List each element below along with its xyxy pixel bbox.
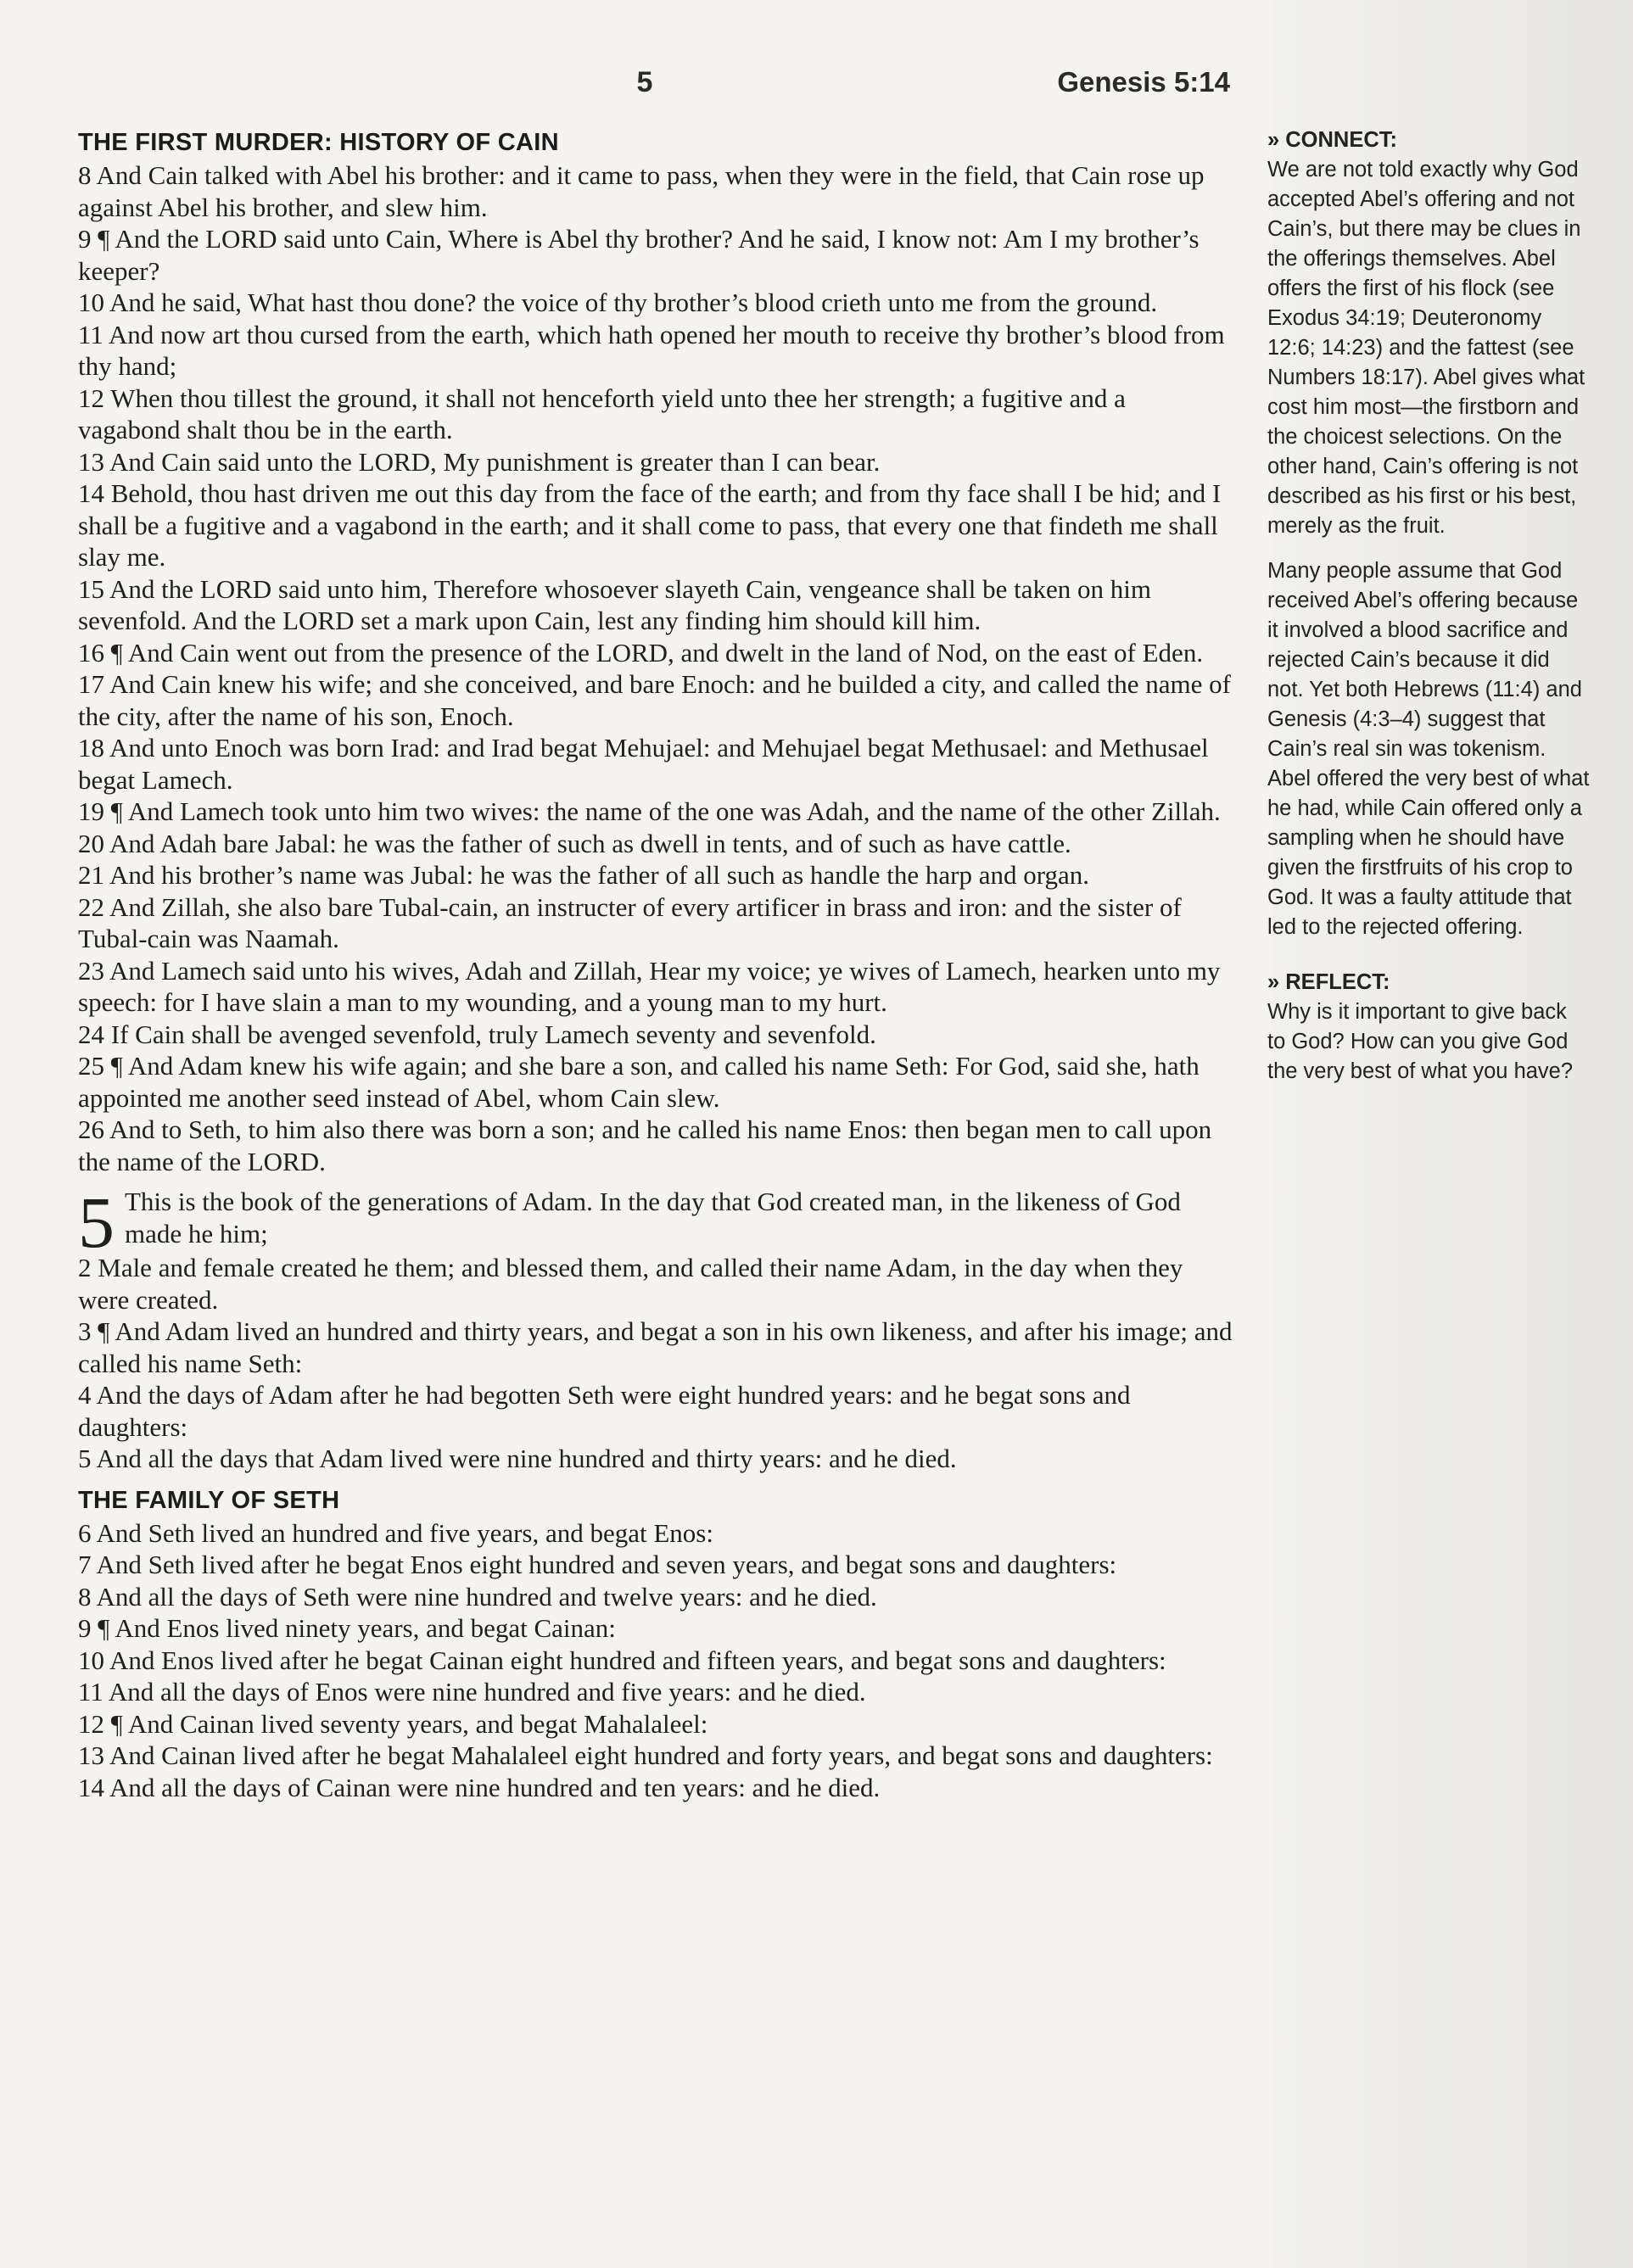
verse: 9 ¶ And Enos lived ninety years, and begat Cainan:	[78, 1613, 616, 1643]
verse: 21 And his brother’s name was Jubal: he was the father of all such as handle the harp and organ.	[78, 860, 1090, 890]
reflect-label: » REFLECT:	[1267, 970, 1390, 994]
verse: 23 And Lamech said unto his wives, Adah and Zillah, Hear my voice; ye wives of Lamech, hearken unto my speech: for I have slain a man to my wounding, and a young man to my hurt.	[78, 955, 1221, 1017]
verse: 14 Behold, thou hast driven me out this day from the face of the earth; and from thy face shall I be hid; and I shall be a fugitive and a vagabond in the earth; and it shall come to pass, that every one that findeth me shall slay me.	[78, 478, 1222, 572]
chapter-number: 5	[78, 1181, 115, 1263]
connect-paragraph: We are not told exactly why God accepted Abel’s offering and not Cain’s, but there may be clues in the offerings themselves. Abel offers the first of his flock (see Exodus 34:19; Deuteronomy 12:6; 14:23) and the fattest (see Numbers 18:17). Abel gives what cost him most—the firstborn and the choicest selections. On the other hand, Cain’s offering is not described as his first or his best, merely as the fruit.	[1267, 158, 1585, 538]
section-heading-cain: THE FIRST MURDER: HISTORY OF CAIN	[78, 129, 559, 156]
verse: 14 And all the days of Cainan were nine hundred and ten years: and he died.	[78, 1772, 881, 1802]
verse: 4 And the days of Adam after he had begotten Seth were eight hundred years: and he begat sons and daughters:	[78, 1380, 1131, 1442]
verse: 5 And all the days that Adam lived were nine hundred and thirty years: and he died.	[78, 1444, 957, 1473]
verse: 7 And Seth lived after he begat Enos eight hundred and seven years, and begat sons and daughters:	[78, 1550, 1117, 1579]
verse: 25 ¶ And Adam knew his wife again; and she bare a son, and called his name Seth: For God, said she, hath appointed me another seed instead of Abel, whom Cain slew.	[78, 1051, 1200, 1113]
scripture-column	[78, 126, 1234, 1803]
reflect-paragraph: Why is it important to give back to God? How can you give God the very best of what you have?	[1267, 1000, 1574, 1083]
verse: 24 If Cain shall be avenged sevenfold, truly Lamech seventy and sevenfold.	[78, 1019, 876, 1049]
chapter-opening-verse: This is the book of the generations of Adam. In the day that God created man, in the likeness of God made he him;	[125, 1187, 1181, 1249]
verse: 22 And Zillah, she also bare Tubal-cain, an instructer of every artificer in brass and iron: and the sister of Tubal-cain was Naamah.	[78, 891, 1182, 953]
verse: 10 And he said, What hast thou done? the voice of thy brother’s blood crieth unto me from the ground.	[78, 288, 1158, 317]
verse: 17 And Cain knew his wife; and she conceived, and bare Enoch: and he builded a city, and called the name of the city, after the name of his son, Enoch.	[78, 669, 1231, 731]
verse: 26 And to Seth, to him also there was born a son; and he called his name Enos: then began men to call upon the name of the LORD.	[78, 1114, 1212, 1176]
verse: 6 And Seth lived an hundred and five years, and begat Enos:	[78, 1517, 713, 1548]
verse: 8 And all the days of Seth were nine hundred and twelve years: and he died.	[78, 1581, 877, 1612]
verse: 9 ¶ And the LORD said unto Cain, Where is Abel thy brother? And he said, I know not: Am I my brother’s keeper?	[78, 224, 1200, 286]
verse: 12 When thou tillest the ground, it shall not henceforth yield unto thee her strength; a fugitive and a vagabond shalt thou be in the earth.	[78, 383, 1126, 444]
verse: 13 And Cainan lived after he begat Mahalaleel eight hundred and forty years, and begat sons and daughters:	[78, 1740, 1213, 1770]
page-number: 5	[636, 66, 653, 98]
connect-label: » CONNECT:	[1267, 128, 1398, 152]
verse: 13 And Cain said unto the LORD, My punishment is greater than I can bear.	[78, 446, 881, 477]
study-sidebar	[1267, 126, 1590, 1087]
chapter-5-opening	[78, 1181, 1234, 1263]
running-reference: Genesis 5:14	[1057, 66, 1230, 98]
verse: 11 And now art thou cursed from the earth, which hath opened her mouth to receive thy brother’s blood from thy hand;	[78, 319, 1225, 381]
verse: 16 ¶ And Cain went out from the presence of the LORD, and dwelt in the land of Nod, on the east of Eden.	[78, 637, 1204, 668]
verse: 2 Male and female created he them; and blessed them, and called their name Adam, in the day when they were created.	[78, 1253, 1183, 1315]
verse: 18 And unto Enoch was born Irad: and Irad begat Mehujael: and Mehujael begat Methusael: and Methusael begat Lamech.	[78, 733, 1209, 795]
verse: 10 And Enos lived after he begat Cainan eight hundred and fifteen years, and begat sons and daughters:	[78, 1645, 1166, 1675]
verse: 8 And Cain talked with Abel his brother: and it came to pass, when they were in the field, that Cain rose up against Abel his brother, and slew him.	[78, 160, 1205, 222]
verse: 20 And Adah bare Jabal: he was the father of such as dwell in tents, and of such as have cattle.	[78, 828, 1071, 858]
verse: 11 And all the days of Enos were nine hundred and five years: and he died.	[78, 1677, 866, 1707]
section-heading-seth: THE FAMILY OF SETH	[78, 1486, 340, 1514]
verse: 12 ¶ And Cainan lived seventy years, and begat Mahalaleel:	[78, 1708, 708, 1739]
verse: 19 ¶ And Lamech took unto him two wives: the name of the one was Adah, and the name of the other Zillah.	[78, 796, 1221, 826]
verse: 15 And the LORD said unto him, Therefore whosoever slayeth Cain, vengeance shall be taken on him sevenfold. And the LORD set a mark upon Cain, lest any finding him should kill him.	[78, 573, 1151, 635]
verse: 3 ¶ And Adam lived an hundred and thirty years, and begat a son in his own likeness, and after his image; and called his name Seth:	[78, 1316, 1233, 1378]
connect-paragraph: Many people assume that God received Abel’s offering because it involved a blood sacrifice and rejected Cain’s because it did not. Yet both Hebrews (11:4) and Genesis (4:3–4) suggest that Cain’s real sin was tokenism. Abel offered the very best of what he had, while Cain offered only a sampling when he should have given the firstfruits of his crop to God. It was a faulty attitude that led to the rejected offering.	[1267, 559, 1590, 939]
